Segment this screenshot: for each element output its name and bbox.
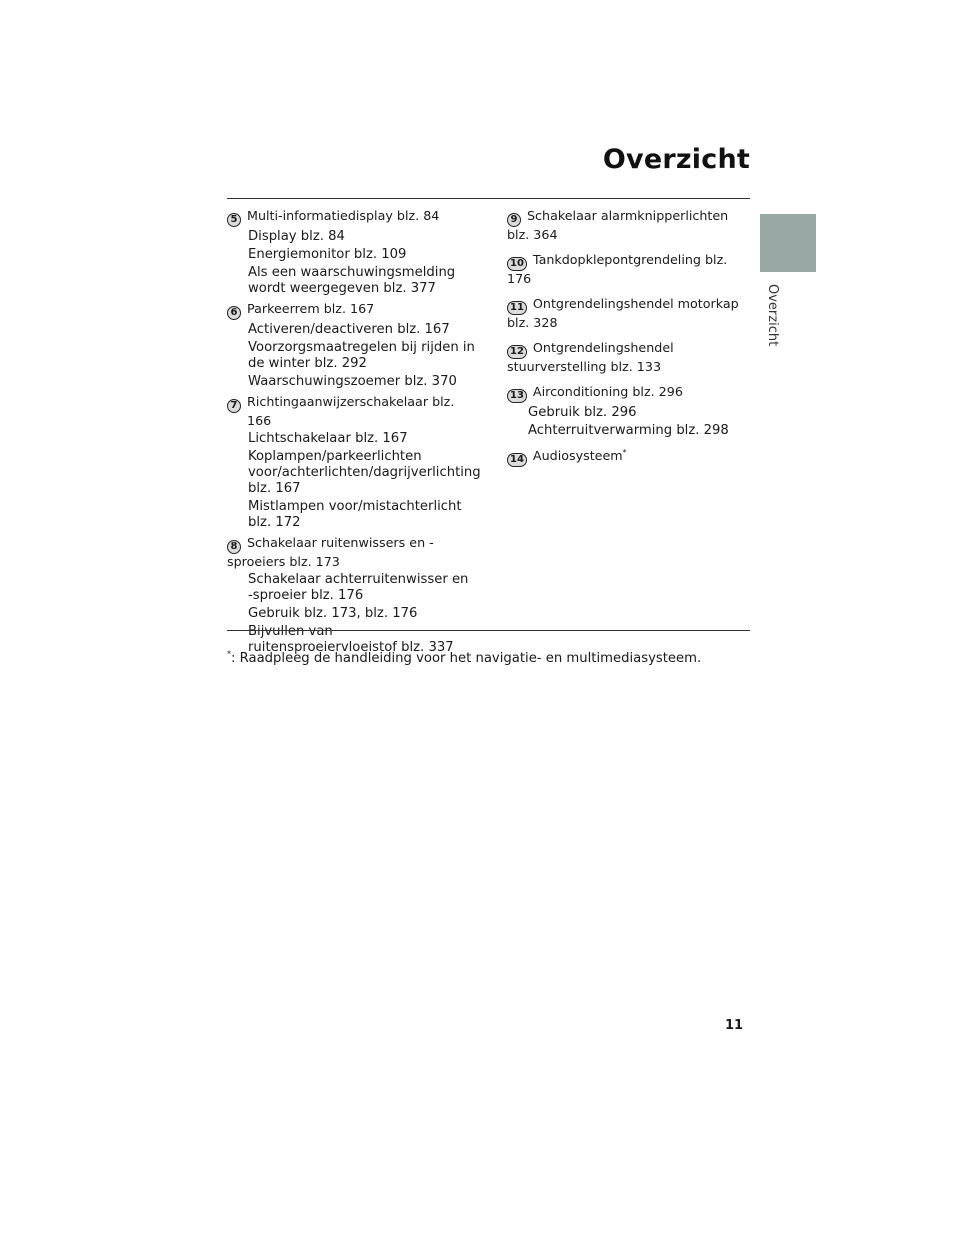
sub-item: Als een waarschuwingsmelding wordt weergegeven blz. 377 (248, 265, 456, 296)
item-number-badge: 10 (507, 257, 527, 271)
chapter-tab-label: Overzicht (765, 284, 780, 347)
item-heading: Airconditioning blz. 296 (532, 384, 683, 399)
item-number-badge: 12 (507, 345, 527, 359)
sub-item: Mistlampen voor/mistachterlicht blz. 172 (248, 499, 462, 530)
item-number-badge: 11 (507, 301, 527, 315)
list-item (507, 340, 750, 375)
sub-item: Activeren/deactiveren blz. 167 (248, 322, 450, 337)
sub-item: Koplampen/parkeerlichten voor/achterlichten/dagrijverlichting blz. 167 (248, 449, 481, 496)
item-heading: Parkeerrem blz. 167 (247, 301, 375, 316)
chapter-tab (760, 214, 816, 272)
item-number-badge: 7 (227, 399, 241, 413)
left-column (227, 208, 481, 660)
footnote-marker: * (227, 649, 231, 659)
item-heading: Ontgrendelingshendel motorkap blz. 328 (507, 296, 739, 330)
list-item (507, 384, 750, 439)
item-number-badge: 8 (227, 540, 241, 554)
sub-item: Voorzorgsmaatregelen bij rijden in de winter blz. 292 (248, 340, 475, 371)
item-heading: Richtingaanwijzerschakelaar blz. 166 (247, 394, 455, 428)
sub-item: Lichtschakelaar blz. 167 (248, 431, 408, 446)
item-heading: Schakelaar alarmknipperlichten blz. 364 (507, 208, 729, 242)
footnote-marker: * (622, 447, 627, 457)
item-number-badge: 14 (507, 453, 527, 467)
sub-item: Gebruik blz. 296 (528, 405, 637, 420)
item-heading: Ontgrendelingshendel stuurverstelling blz. 133 (507, 340, 674, 374)
right-column (507, 208, 750, 471)
sub-item: Schakelaar achterruitenwisser en -sproeier blz. 176 (248, 572, 469, 603)
page-title: Overzicht (602, 144, 750, 175)
item-number-badge: 5 (227, 213, 241, 227)
item-number-badge: 13 (507, 389, 527, 403)
sub-item: Gebruik blz. 173, blz. 176 (248, 606, 418, 621)
sub-item: Display blz. 84 (248, 229, 345, 244)
item-number-badge: 6 (227, 306, 241, 320)
list-item (507, 448, 750, 467)
list-item (507, 252, 750, 287)
item-heading: Audiosysteem (532, 448, 623, 463)
bottom-rule (227, 630, 750, 631)
list-item (227, 208, 475, 297)
page-number: 11 (725, 1018, 744, 1033)
footnote (227, 651, 701, 666)
list-item (227, 535, 475, 656)
list-item (227, 394, 481, 531)
item-heading: Tankdopklepontgrendeling blz. 176 (507, 252, 728, 286)
sub-item: Achterruitverwarming blz. 298 (528, 423, 729, 438)
sub-item: Energiemonitor blz. 109 (248, 247, 407, 262)
sub-item: Bijvullen van ruitensproeiervloeistof blz. 337 (248, 624, 454, 655)
sub-item: Waarschuwingszoemer blz. 370 (248, 374, 457, 389)
item-heading: Schakelaar ruitenwissers en -sproeiers blz. 173 (227, 535, 434, 569)
item-number-badge: 9 (507, 213, 521, 227)
list-item (507, 208, 750, 243)
list-item (507, 296, 750, 331)
footnote-text: : Raadpleeg de handleiding voor het navigatie- en multimediasysteem. (231, 651, 702, 666)
item-heading: Multi-informatiedisplay blz. 84 (247, 208, 440, 223)
top-rule (227, 198, 750, 199)
list-item (227, 301, 475, 390)
